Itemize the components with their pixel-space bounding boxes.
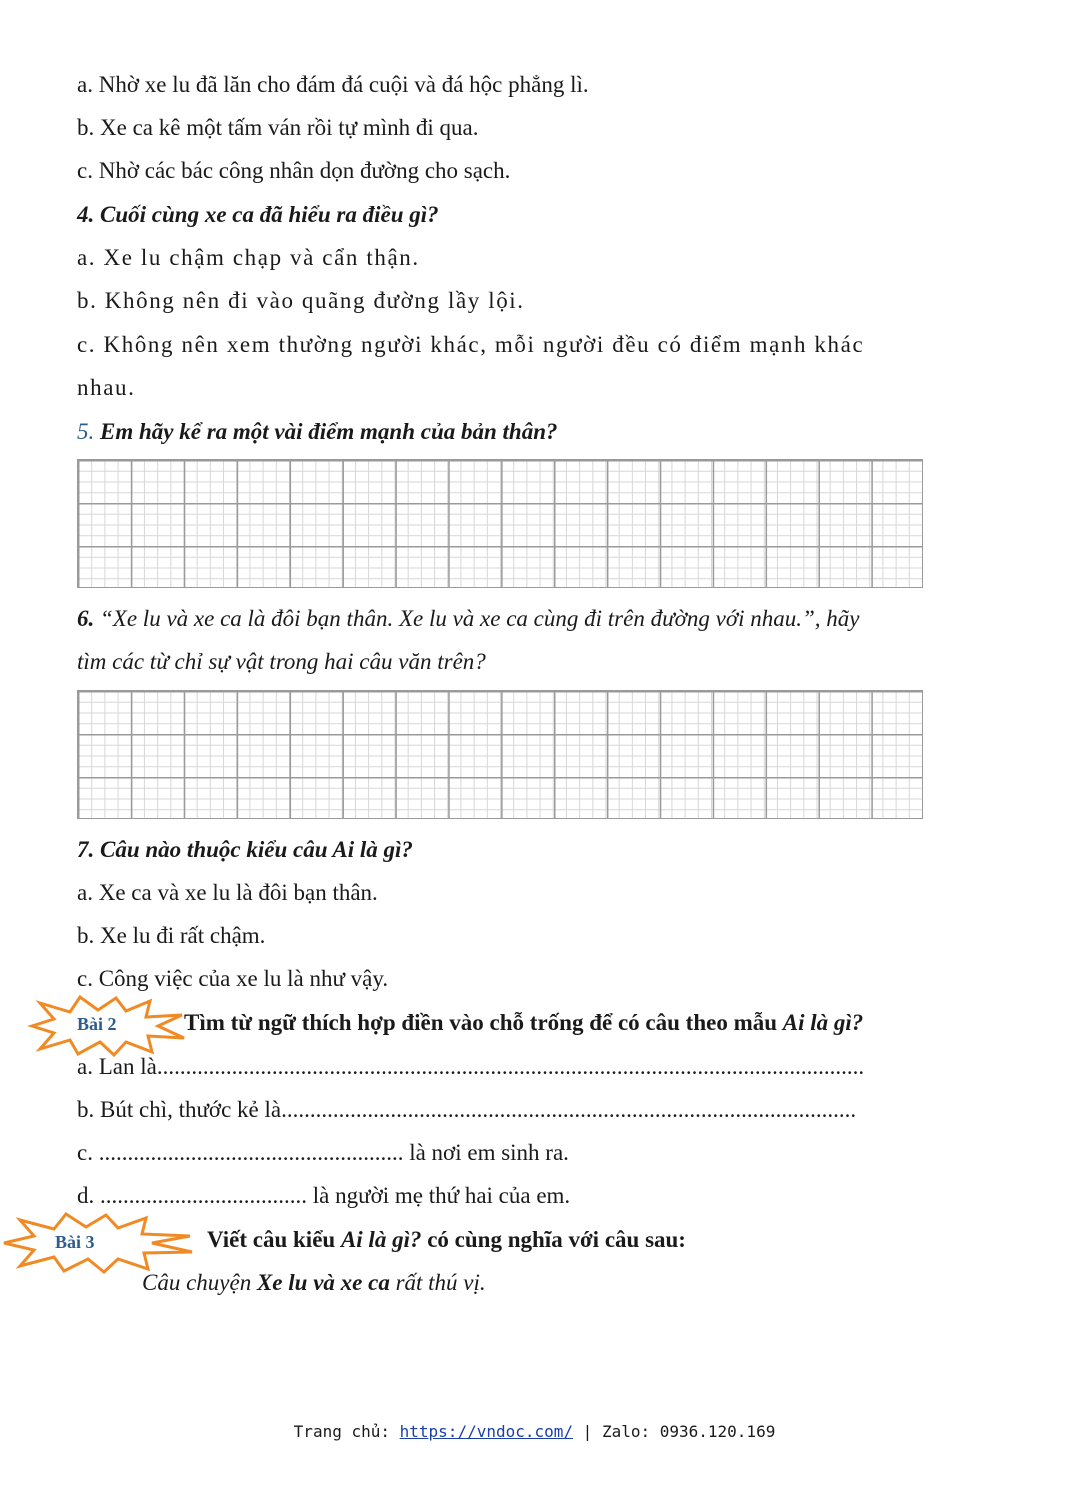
q6-question-line1 (77, 604, 860, 634)
bai3-sentence (142, 1268, 486, 1298)
q6-question-line2: tìm các từ chỉ sự vật trong hai câu văn trên? (77, 649, 486, 674)
bai2-title-italic: Ai là gì? (782, 1010, 864, 1035)
q7-question: 7. Câu nào thuộc kiểu câu Ai là gì? (77, 837, 413, 862)
bai2-item-b[interactable]: b. Bút chì, thước kẻ là.................................................................................................... (77, 1097, 857, 1122)
bai3-sentence-bold: Xe lu và xe ca (256, 1270, 390, 1295)
q6-answer-grid[interactable] (77, 690, 923, 819)
q4-option-a: a. Xe lu chậm chạp và cẩn thận. (77, 245, 420, 270)
page-footer (0, 1422, 1069, 1441)
q6-number: 6. (77, 606, 95, 631)
q4-question: 4. Cuối cùng xe ca đã hiểu ra điều gì? (77, 202, 439, 227)
bai2-title-text: Tìm từ ngữ thích hợp điền vào chỗ trống để có câu theo mẫu (184, 1010, 783, 1035)
q5-question (77, 417, 558, 447)
bai2-title (184, 1008, 863, 1038)
footer-home-link[interactable]: https://vndoc.com/ (399, 1422, 574, 1441)
bai3-title (207, 1225, 686, 1255)
bai2-badge-label: Bài 2 (77, 1014, 117, 1034)
q5-text: Em hãy kể ra một vài điểm mạnh của bản thân? (94, 419, 558, 444)
bai3-title-italic: Ai là gì? (340, 1227, 422, 1252)
bai3-title-pre: Viết câu kiểu (207, 1227, 341, 1252)
q3-option-c: c. Nhờ các bác công nhân dọn đường cho sạch. (77, 158, 511, 183)
q3-option-a: a. Nhờ xe lu đã lăn cho đám đá cuội và đá hộc phẳng lì. (77, 72, 589, 97)
q7-option-c: c. Công việc của xe lu là như vậy. (77, 966, 389, 991)
q7-option-a: a. Xe ca và xe lu là đôi bạn thân. (77, 880, 378, 905)
bai2-item-a[interactable]: a. Lan là........................................................................................................................... (77, 1054, 865, 1079)
footer-zalo: Zalo: 0936.120.169 (601, 1422, 776, 1441)
q4-option-c-continued: nhau. (77, 375, 136, 400)
q4-option-b: b. Không nên đi vào quãng đường lầy lội. (77, 288, 525, 313)
bai3-badge-label: Bài 3 (55, 1232, 95, 1252)
footer-label: Trang chủ: (293, 1422, 400, 1441)
q4-option-c: c. Không nên xem thường người khác, mỗi người đều có điểm mạnh khác (77, 332, 865, 357)
bai2-item-d[interactable]: d. .................................... là người mẹ thứ hai của em. (77, 1183, 571, 1208)
q3-option-b: b. Xe ca kê một tấm ván rồi tự mình đi qua. (77, 115, 479, 140)
bai3-badge-star-icon (0, 1212, 195, 1274)
bai3-title-post: có cùng nghĩa với câu sau: (421, 1227, 686, 1252)
q5-answer-grid[interactable] (77, 459, 923, 588)
q6-text: “Xe lu và xe ca là đôi bạn thân. Xe lu và xe ca cùng đi trên đường với nhau.”, hãy (94, 606, 860, 631)
bai2-item-c[interactable]: c. ..................................................... là nơi em sinh ra. (77, 1140, 569, 1165)
footer-separator: | (573, 1422, 602, 1441)
bai3-sentence-pre: Câu chuyện (142, 1270, 257, 1295)
bai3-sentence-post: rất thú vị. (389, 1270, 486, 1295)
q7-option-b: b. Xe lu đi rất chậm. (77, 923, 266, 948)
q5-number: 5. (77, 419, 95, 444)
